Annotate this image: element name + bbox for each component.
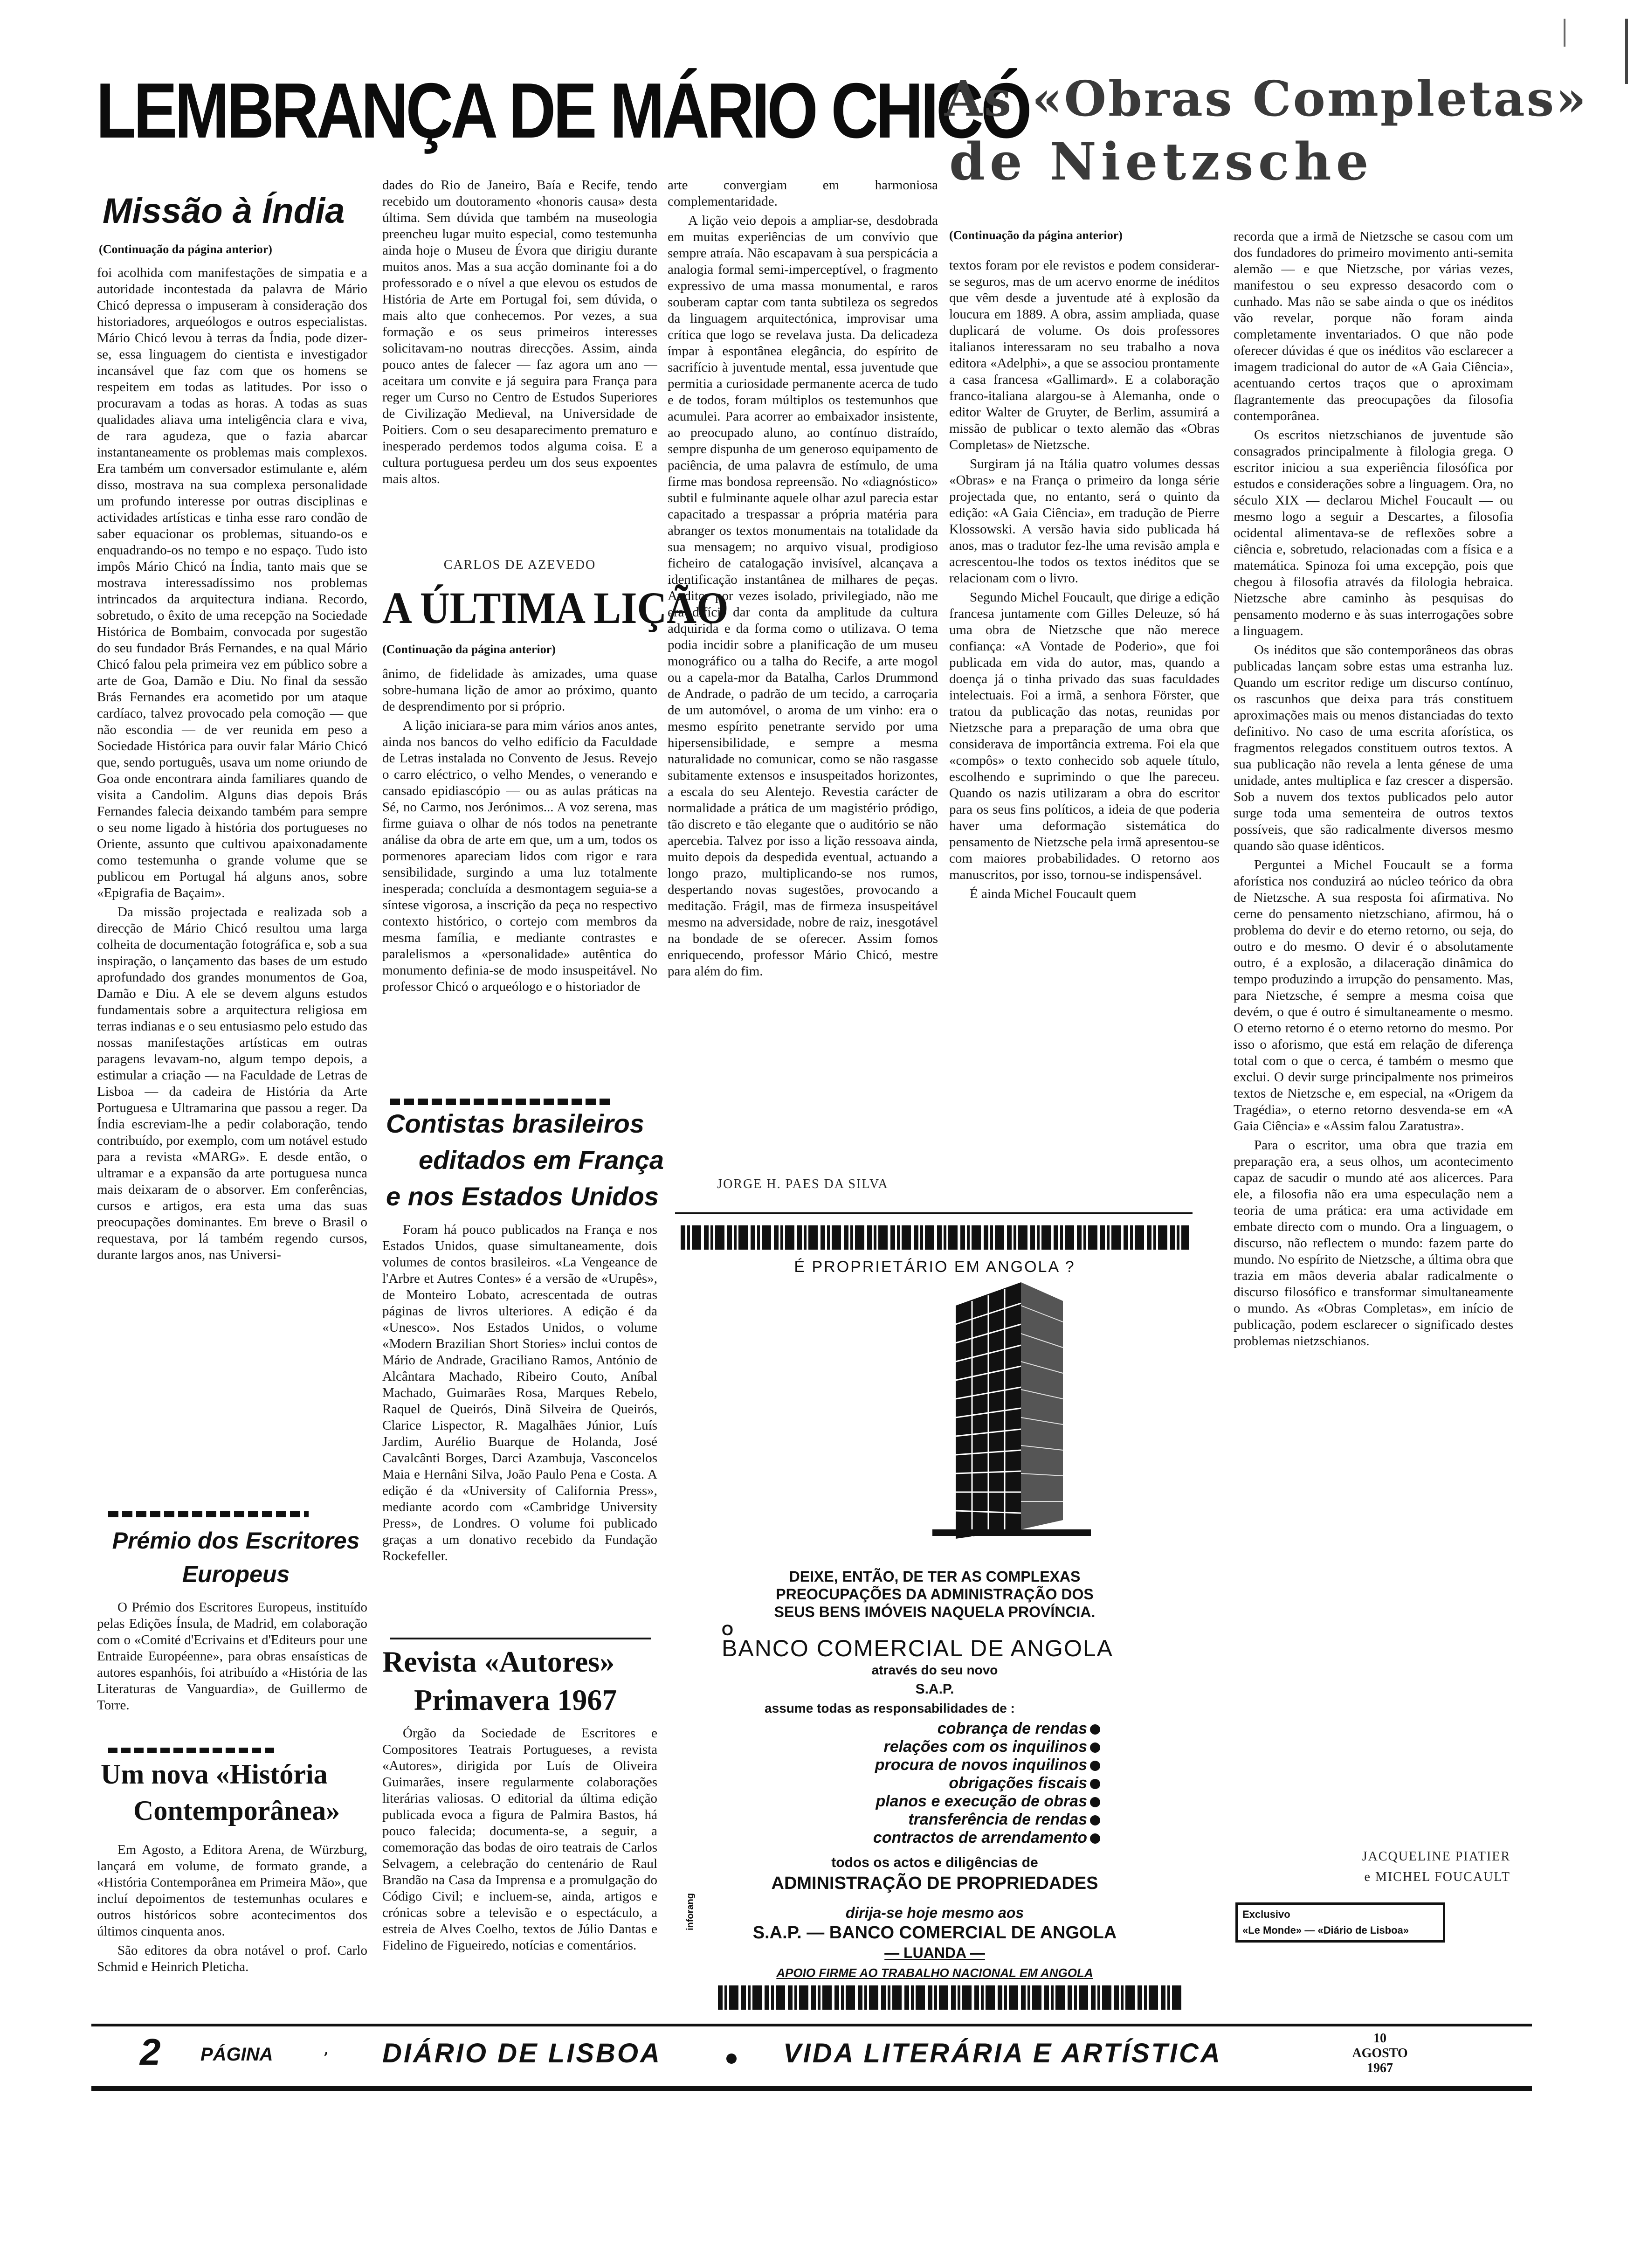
historia-paragraph-2: São editores da obra notável o prof. Carlo Schmid e Heinrich Pleticha. bbox=[97, 1943, 367, 1974]
nietzsche-column-4 bbox=[949, 257, 1220, 1195]
ad-services bbox=[793, 1720, 1100, 1847]
exclusive-box bbox=[1235, 1902, 1445, 1943]
nietzsche-col5-paragraph-5: Para o escritor, uma obra que trazia em preparação era, a seus olhos, um acontecimento capaz de sacudir o mundo até aos alicerces. Para ele, a filosofia não era uma especulação nem a teoria de uma prática: era uma actividade em embate directo com o mundo. Ora a linguagem, o discurso, não reflectem o mundo: fazem parte do mundo. No espírito de Nietzsche, a última obra que trazia em mãos deveria abalar radicalmente o discurso filosófico e transformar simultaneamente o mundo. As «Obras Completas», em início de publicação, podem esclarecer o significado destes problemas nietzschianos. bbox=[1234, 1138, 1513, 1348]
licao-col3-paragraph-1: arte convergiam em harmoniosa complementaridade. bbox=[668, 178, 938, 209]
licao-author: JORGE H. PAES DA SILVA bbox=[717, 1177, 889, 1191]
building-illustration bbox=[886, 1278, 1128, 1539]
ad-through: através do seu novo bbox=[871, 1663, 998, 1677]
ad-sap: S.A.P. bbox=[915, 1681, 954, 1697]
chico-continuation: (Continuação da página anterior) bbox=[99, 242, 272, 256]
ad-city: — LUANDA — bbox=[884, 1944, 985, 1961]
nietzsche-author-line2: e MICHEL FOUCAULT bbox=[1364, 1870, 1510, 1884]
chico-paragraph-2: Da missão projectada e realizada sob a direcção de Mário Chicó resultou uma larga colheita de documentação fotográfica e, sob a sua inspiração, o lançamento das bases de um estudo aprofundado dos grandes monumentos de Goa, Damão e Diu. A ele se devem alguns estudos fundamentais sobre a arquitectura religiosa em terras indianas e o seu entusiasmo pelo estudo das nossas manifestações artísticas em outras paragens levavam-no, algum tempo depois, a estimular a criação — na Faculdade de Letras de Lisboa — da cadeira de História da Arte Portuguesa e Ultramarina que passou a reger. Da Índia escreviam-lhe a pedir colaboração, tendo contribuído, por exemplo, com um notável estudo para a revista «MARG». E desde então, o ultramar e a expansão da arte portuguesa nunca mais deixaram de o absorver. Em conferências, cursos e artigos, era esta uma das suas preocupações dominantes. Em breve o Brasil o requestava, por lá também regendo cursos, durante largos anos, nas Universi- bbox=[97, 905, 367, 1262]
chico-subtitle: Missão à Índia bbox=[103, 191, 345, 231]
nietzsche-col4-paragraph-2: Surgiram já na Itália quatro volumes dessas «Obras» e na França o primeiro da longa série projectada que, no entanto, será o quinto da edição: «A Gaia Ciência», em tradução de Pierre Klossowski. A versão havia sido publicada há anos, mas o tradutor fez-lhe uma revisão ampla e acrescentou-lhe todos os textos inéditos que se relacionam com o livro. bbox=[949, 456, 1220, 586]
divider bbox=[390, 1099, 614, 1105]
contistas-title-line1: Contistas brasileiros bbox=[386, 1109, 644, 1138]
ad-body-line-3: SEUS BENS IMÓVEIS NAQUELA PROVÍNCIA. bbox=[774, 1604, 1096, 1620]
main-title: LEMBRANÇA DE MÁRIO CHICÓ bbox=[96, 67, 1029, 154]
ad-body bbox=[699, 1568, 1170, 1621]
licao-column-2 bbox=[382, 666, 657, 1095]
footer-top-rule bbox=[91, 2024, 1532, 2026]
ad-all-acts: todos os actos e diligências de bbox=[831, 1855, 1038, 1870]
premio-body bbox=[97, 1599, 367, 1751]
divider bbox=[108, 1748, 276, 1753]
ad-bank-name: BANCO COMERCIAL DE ANGOLA bbox=[722, 1635, 1113, 1661]
ad-border-top bbox=[681, 1225, 1189, 1250]
contistas-body bbox=[382, 1222, 657, 1637]
chico-paragraph-1: foi acolhida com manifestações de simpatia e a autoridade incontestada da palavra de Mário Chicó depressa o impuseram à consideração dos historiadores, arqueólogos e outros especialistas. Mário Chicó levou à terras da Índia, pode dizer-se, essa linguagem do cientista e investigador incansável que faz com que os homens se respeitem em todas as latitudes. Por isso o procuravam a todas as horas. A todas as suas qualidades aliava uma inteligência clara e viva, de rara agudeza, que o fazia abarcar instantaneamente os problemas mais complexos. Era também um conversador estimulante e, além disso, mostrava na sua complexa personalidade um profundo interesse por outras disciplinas e actividades artísticas e tinha esse raro condão de saber equacionar os problemas, situando-os e enquadrando-os no tempo e no espaço. Tudo isto impôs Mário Chicó na Índia, tanto mais que se mostrava interessadíssimo nos problemas intrincados da arquitectura indiana. Recordo, sobretudo, o êxito de uma recepção na Sociedade Histórica de Bombaim, convocada por sugestão do seu fundador Brás Fernandes, e na qual Mário Chicó falou pela primeira vez em público sobre a arte de Goa, Damão e Diu. No final da sessão Brás Fernandes era acometido por um ataque cardíaco, talvez provocado pela comoção — que não escondia — de ver reunida em peso a Sociedade Histórica para ouvir falar Mário Chicó que, sendo português, usava um nome oriundo de Goa onde encontrara ainda familiares quando de visita a Candolim. Alguns dias depois Brás Fernandes falecia deixando também para sempre o seu nome ligado à história dos portugueses no Oriente, assunto que cultivou apaixonadamente como testemunha o grande volume que se publicou em Portugal há alguns anos, sobre «Epigrafia de Baçaim». bbox=[97, 265, 367, 900]
nietzsche-col5-paragraph-2: Os escritos nietzschianos de juventude são consagrados principalmente à filologia grega. O escritor iniciou a sua experiência filosófica por estudos e considerações sobre a linguagem. Ora, no século XIX — declarou Michel Foucault — ou mesmo logo a seguir a Descartes, a filosofia ocidental alimentava-se de reflexões sobre a ciência e, sobretudo, relacionadas com a física e a matemática. Spinoza foi uma excepção, pois que chegou à filosofia através da filologia hebraica. Nietzsche abre caminho às pesquisas do pensamento moderno e às suas interrogações sobre a linguagem. bbox=[1234, 428, 1513, 638]
contistas-title-line3: e nos Estados Unidos bbox=[386, 1182, 659, 1211]
contistas-title-line2: editados em França bbox=[419, 1145, 664, 1175]
historia-title-line1: Um nova «História bbox=[101, 1759, 328, 1790]
contistas-paragraph: Foram há pouco publicados na França e nos Estados Unidos, quase simultaneamente, dois volumes de contos brasileiros. «La Vengeance de l'Arbre et Autres Contes» é a versão de «Urupês», de Monteiro Lobato, acrescentada de outras páginas de livros ulteriores. A edição é da «Unesco». Nos Estados Unidos, o volume «Modern Brazilian Short Stories» inclui contos de Mário de Andrade, Graciliano Ramos, António de Alcântara Machado, Ribeiro Couto, Aníbal Machado, Guimarães Rosa, Marques Rebelo, Raquel de Queirós, Dinã Silveira de Queirós, Clarice Lispector, R. Magalhães Júnior, Luís Jardim, Aurélio Buarque de Holanda, José Cavalcânti Borges, Darci Azambuja, Vasconcelos Maia e Hernâni Silva, João Paulo Pena e Costa. A edição é da «University of California Press», mediante acordo com «Cambridge University Press», de Londres. O volume foi publicado graças a um donativo recebido da Fundação Rockefeller. bbox=[382, 1222, 657, 1563]
ad-service-2: relações com os inquilinos bbox=[793, 1738, 1100, 1756]
footer-section: VIDA LITERÁRIA E ARTÍSTICA bbox=[783, 2038, 1222, 2068]
ad-direct: dirija-se hoje mesmo aos bbox=[845, 1904, 1024, 1921]
ad-support: APOIO FIRME AO TRABALHO NACIONAL EM ANGOLA bbox=[776, 1966, 1093, 1980]
footer-bottom-rule bbox=[91, 2086, 1532, 2091]
building-base bbox=[932, 1529, 1091, 1536]
historia-title-line2: Contemporânea» bbox=[133, 1795, 340, 1826]
revista-body bbox=[382, 1725, 657, 2005]
licao-title: A ÚLTIMA LIÇÃO bbox=[382, 583, 729, 633]
footer-year: 1967 bbox=[1367, 2061, 1393, 2075]
premio-title-line2: Europeus bbox=[182, 1561, 290, 1587]
nietzsche-continuation: (Continuação da página anterior) bbox=[949, 228, 1123, 242]
footer-paper: DIÁRIO DE LISBOA bbox=[382, 2038, 662, 2068]
footer-day: 10 bbox=[1373, 2031, 1386, 2046]
scan-edge-mark bbox=[1564, 19, 1565, 47]
ad-service-7: contractos de arrendamento bbox=[793, 1829, 1100, 1847]
ad-service-5: planos e execução de obras bbox=[793, 1792, 1100, 1811]
premio-title-line1: Prémio dos Escritores bbox=[112, 1528, 360, 1554]
chico-column-2 bbox=[382, 177, 657, 555]
nietzsche-author-line1: JACQUELINE PIATIER bbox=[1362, 1849, 1510, 1864]
licao-column-3 bbox=[668, 177, 938, 1175]
footer-mark: ’ bbox=[324, 2050, 329, 2066]
ad-assume: assume todas as responsabilidades de : bbox=[765, 1701, 1015, 1715]
nietzsche-col5-paragraph-4: Perguntei a Michel Foucault se a forma aforística nos conduzirá ao núcleo teórico da obra de Nietzsche. A sua resposta foi afirmativa. No cerne do pensamento nietzschiano, afirmou, há o problema do devir e do eterno retorno, ou seja, do outro e do mesmo. O devir é o absolutamente outro, é a explosão, a dilaceração dinâmica do tempo produzindo a irrupção do pensamento. Mas, para Nietzsche, é sempre a mesma coisa que devém, o que é outro é simultaneamente o mesmo. O eterno retorno é o eterno retorno do mesmo. Por isso o aforismo, que está em relação de diferença total com o que o cerca, é também o mesmo que exclui. O devir surge principalmente nos primeiros textos de Nietzsche e, em especial, na «Origem da Tragédia», o eterno retorno desvenda-se em «A Gaia Ciência» e «Assim falou Zaratustra». bbox=[1234, 857, 1513, 1134]
exclusive-label: Exclusivo bbox=[1242, 1908, 1290, 1920]
nietzsche-col5-paragraph-1: recorda que a irmã de Nietzsche se casou com um dos fundadores do primeiro movimento anti-semita alemão — e que Nietzsche, por várias vezes, manifestou o seu expresso desacordo com o cunhado. Mas não se sabe ainda o que os inéditos vão revelar, porque não foram ainda completamente inventariados. O que não pode oferecer dúvidas é que os inéditos vão esclarecer a imagem tradicional do autor de «A Gaia Ciência», acentuando certos traços que o aproximam flagrantemente das preocupações da filosofia contemporânea. bbox=[1234, 229, 1513, 423]
revista-paragraph: Órgão da Sociedade de Escritores e Compositores Teatrais Portugueses, a revista «Autores», dirigida por Luís de Oliveira Guimarães, insere regularmente colaborações literárias valiosas. O editorial da última edição publicada evoca a figura de Palmira Bastos, há pouco falecida; documenta-se, a seguir, a comemoração das bodas de oiro teatrais de Carlos Selvagem, a celebração do centenário de Raul Brandão na Casa da Imprensa e a promulgação do Código Civil; e incluem-se, ainda, artigos e crónicas sobre a televisão e o espectáculo, a estreia de Alves Coelho, textos de Júlio Dantas e Fidelino de Figueiredo, notícias e comentários. bbox=[382, 1726, 657, 1953]
ad-o-label: O bbox=[722, 1622, 733, 1639]
ad-question: É PROPRIETÁRIO EM ANGOLA ? bbox=[794, 1258, 1076, 1276]
scan-edge-mark bbox=[1625, 19, 1628, 84]
ad-service-6: transferência de rendas bbox=[793, 1811, 1100, 1829]
divider bbox=[390, 1638, 651, 1639]
chico-col2-paragraph: dades do Rio de Janeiro, Baía e Recife, tendo recebido um doutoramento «honoris causa» desta última. Sem dúvida que também na museologia preencheu lugar muito especial, como testemunha ainda hoje o Museu de Évora que dirigiu durante muitos anos. Mas a sua acção dominante foi a do professorado e o nível a que elevou os estudos de História de Arte em Portugal foi, sem dúvida, o mais alto que conhecemos. Por vezes, a sua formação e os seus primeiros interesses solicitavam-no noutras direcções. Assim, ainda pouco antes de falecer — faz agora um ano — aceitara um convite e já seguira para França para reger um Curso no Centro de Estudos Superiores de Civilização Medieval, na Universidade de Poitiers. Com o seu desaparecimento prematuro e inesperado perdemos todos alguma coisa. E a cultura portuguesa perdeu um dos seus expoentes mais altos. bbox=[382, 178, 657, 486]
revista-title-line2: Primavera 1967 bbox=[414, 1683, 617, 1716]
footer-page-number: 2 bbox=[140, 2031, 161, 2073]
chico-author: CARLOS DE AZEVEDO bbox=[443, 558, 596, 572]
divider bbox=[108, 1511, 309, 1517]
revista-title-line1: Revista «Autores» bbox=[382, 1645, 615, 1678]
nietzsche-column-5 bbox=[1234, 228, 1513, 1842]
ad-service-3: procura de novos inquilinos bbox=[793, 1756, 1100, 1774]
ad-body-line-1: DEIXE, ENTÃO, DE TER AS COMPLEXAS bbox=[789, 1568, 1081, 1585]
historia-paragraph-1: Em Agosto, a Editora Arena, de Würzburg, lançará em volume, de formato grande, a «História Contemporânea em Primeira Mão», que incluí depoimentos de testemunhas oculares e outros históricos sobre acontecimentos dos últimos cinquenta anos. bbox=[97, 1842, 367, 1939]
nietzsche-col5-paragraph-3: Os inéditos que são contemporâneos das obras publicadas lançam sobre estas uma estranha luz. Quando um escritor redige um discurso contínuo, os rascunhos que deixa para trás constituem aproximações mais ou menos distanciadas do texto definitivo. No caso de uma escrita aforística, os fragmentos relegados constituem outros textos. A sua publicação não revela a lenta génese de uma unidade, antes multiplica e faz crescer a dispersão. Sob a nuvem dos textos publicados pelo autor surge toda uma sementeira de outros textos possíveis, que são radicalmente diversos mesmo quando são quase idênticos. bbox=[1234, 643, 1513, 853]
exclusive-source: «Le Monde» — «Diário de Lisboa» bbox=[1242, 1924, 1409, 1936]
ad-service-4: obrigações fiscais bbox=[793, 1774, 1100, 1792]
nietzsche-col4-paragraph-3: Segundo Michel Foucault, que dirige a edição francesa juntamente com Gilles Deleuze, só há uma obra de Nietzsche que não merece confiança: «A Vontade de Poderio», que foi publicada em vida do autor, mas, quando a doença já o tinha privado das suas faculdades intelectuais. Foi a irmã, a senhora Förster, que tratou da publicação das notas, reunidas por Nietzsche para a preparação de uma obra que considerava de importância extrema. Foi ela que «compôs» o texto conhecido sob aquele título, escolhendo e suprimindo o que lhe pareceu. Quando os nazis utilizaram a obra do escritor para os seus fins políticos, a ideia de que poderia haver uma deformação sistemática do pensamento de Nietzsche pela irmã apresentou-se com maiores probabilidades. O retorno aos manuscritos, por isso, tornou-se indispensável. bbox=[949, 590, 1220, 882]
nietzsche-col4-paragraph-1: textos foram por ele revistos e podem considerar-se seguros, mas de um acervo enorme de inéditos que vêm desde a juventude até à explosão da loucura em 1889. A obra, assim ampliada, quase duplicará de volume. Os dois professores italianos interessaram no seu trabalho a nova editora «Adelphi», a que se associou prontamente a casa francesa «Gallimard». E a colaboração franco-italiana alargou-se à Alemanha, onde o editor Walter de Gruyter, de Berlim, assumirá a missão de publicar o texto alemão das «Obras Completas» de Nietzsche. bbox=[949, 258, 1220, 452]
nietzsche-col4-paragraph-4: É ainda Michel Foucault quem bbox=[970, 886, 1137, 901]
ad-body-line-2: PREOCUPAÇÕES DA ADMINISTRAÇÃO DOS bbox=[776, 1586, 1094, 1603]
nietzsche-title-line1: As «Obras Completas» bbox=[945, 70, 1588, 127]
footer-page-word: PÁGINA bbox=[200, 2044, 273, 2065]
premio-paragraph: O Prémio dos Escritores Europeus, instituído pelas Edições Ínsula, de Madrid, em colaboração com o «Comité d'Ecrivains et d'Editeurs pour une Entraide Européenne», para obras ensaísticas de autores espanhóis, foi atribuído a «História de las Literaturas de Vanguardia», de Guillermo de Torre. bbox=[97, 1600, 367, 1713]
licao-continuation: (Continuação da página anterior) bbox=[382, 643, 556, 656]
chico-column-1 bbox=[97, 265, 367, 1514]
historia-body bbox=[97, 1842, 367, 2005]
footer-bullet bbox=[726, 2054, 737, 2064]
ad-agency: inforang bbox=[685, 1893, 696, 1930]
footer-date bbox=[1338, 2031, 1422, 2076]
footer-month: AGOSTO bbox=[1352, 2046, 1408, 2061]
licao-paragraph-1: ânimo, de fidelidade às amizades, uma quase sobre-humana lição de amor ao próximo, quanto de desprendimento por si próprio. bbox=[382, 666, 657, 714]
nietzsche-title-line2: de Nietzsche bbox=[949, 131, 1373, 192]
ad-border-bottom bbox=[718, 1985, 1184, 2010]
licao-paragraph-2: A lição iniciara-se para mim vários anos antes, ainda nos bancos do velho edifício da Faculdade de Letras instalada no Convento de Jesus. Revejo o carro eléctrico, o velho Mendes, o venerando e cansado epidiascópio — ou as aulas práticas na Sé, no Carmo, nos Jerónimos... A voz serena, mas firme guiava o olhar de nós todos na penetrante análise da obra de arte em que, um a um, todos os pormenores apareciam lidos com rigor e rara sensibilidade, surgindo a uma luz totalmente inesperada; concluída a desmontagem seguia-se a síntese vigorosa, a inscrição da peça no respectivo contexto histórico, o cortejo com membros da mesma família, e mediante contrastes e paralelismos a «personalidade» autêntica do monumento definia-se de modo insuspeitável. No professor Chicó o arqueólogo e o historiador de bbox=[382, 718, 657, 994]
ad-top-rule bbox=[675, 1212, 1193, 1214]
ad-service-1: cobrança de rendas bbox=[793, 1720, 1100, 1738]
ad-sap-bank: S.A.P. — BANCO COMERCIAL DE ANGOLA bbox=[752, 1923, 1117, 1943]
ad-admin: ADMINISTRAÇÃO DE PROPRIEDADES bbox=[771, 1874, 1098, 1893]
licao-col3-paragraph-2: A lição veio depois a ampliar-se, desdobrada em muitas experiências de um convívio que sempre atraía. Não escapavam à sua perspicácia a analogia formal semi-imperceptível, o fragmento expressivo de uma massa monumental, e raros souberam captar com tanta subtileza os segredos da linguagem arquitectónica, improvisar uma crítica que logo se revelava justa. Da delicadeza ímpar à espontânea elegância, do espírito de sacrifício à juventude mental, essa juventude que permitia a curiosidade permanente acerca de tudo e de todos, foram múltiplos os testemunhos que acumulei. Para acorrer ao embaixador insistente, ao preocupado aluno, ao contínuo distraído, sempre dispunha de um generoso equipamento de paciência, de uma palavra de estímulo, de uma firme mas bondosa repreensão. No «diagnóstico» subtil e fulminante aquele olhar azul parecia estar capacitado a trespassar a própria matéria para abranger os textos monumentais na totalidade da sua mensagem; no arquivo visual, prodigioso ficheiro de catalogação invisível, alcançava a identificação instantânea de milhares de peças. Auditor por vezes isolado, privilegiado, não me era difícil dar conta da amplitude da cultura adquirida e da forma como o utilizava. O tema podia incidir sobre a planificação de um museu monográfico ou a talha do Recife, a arte mogol ou a capela-mor da Batalha, Carlos Drummond de Andrade, o padrão de um tecido, a carroçaria de um automóvel, o aroma de um vinho: era o mesmo espírito penetrante servido por uma hipersensibilidade, e sempre a mesma naturalidade no comunicar, como se não rasgasse subitamente extensos e insuspeitados horizontes, a escala do seu Alentejo. Revestia carácter de normalidade a prática de um magistério pródigo, tão discreto e tão elegante que o auditório se não apercebia. Talvez por isso a lição ressoava ainda, muito depois da despedida eventual, actuando a longo prazo, multiplicando-se nos rumos, despertando novas sugestões, provocando a meditação. Frágil, mas de firmeza insuspeitável mesmo na adversidade, nobre de raiz, inesgotável na bondade de se oferecer. Assim fomos enriquecendo, professor Mário Chicó, mestre para além do fim. bbox=[668, 213, 938, 979]
